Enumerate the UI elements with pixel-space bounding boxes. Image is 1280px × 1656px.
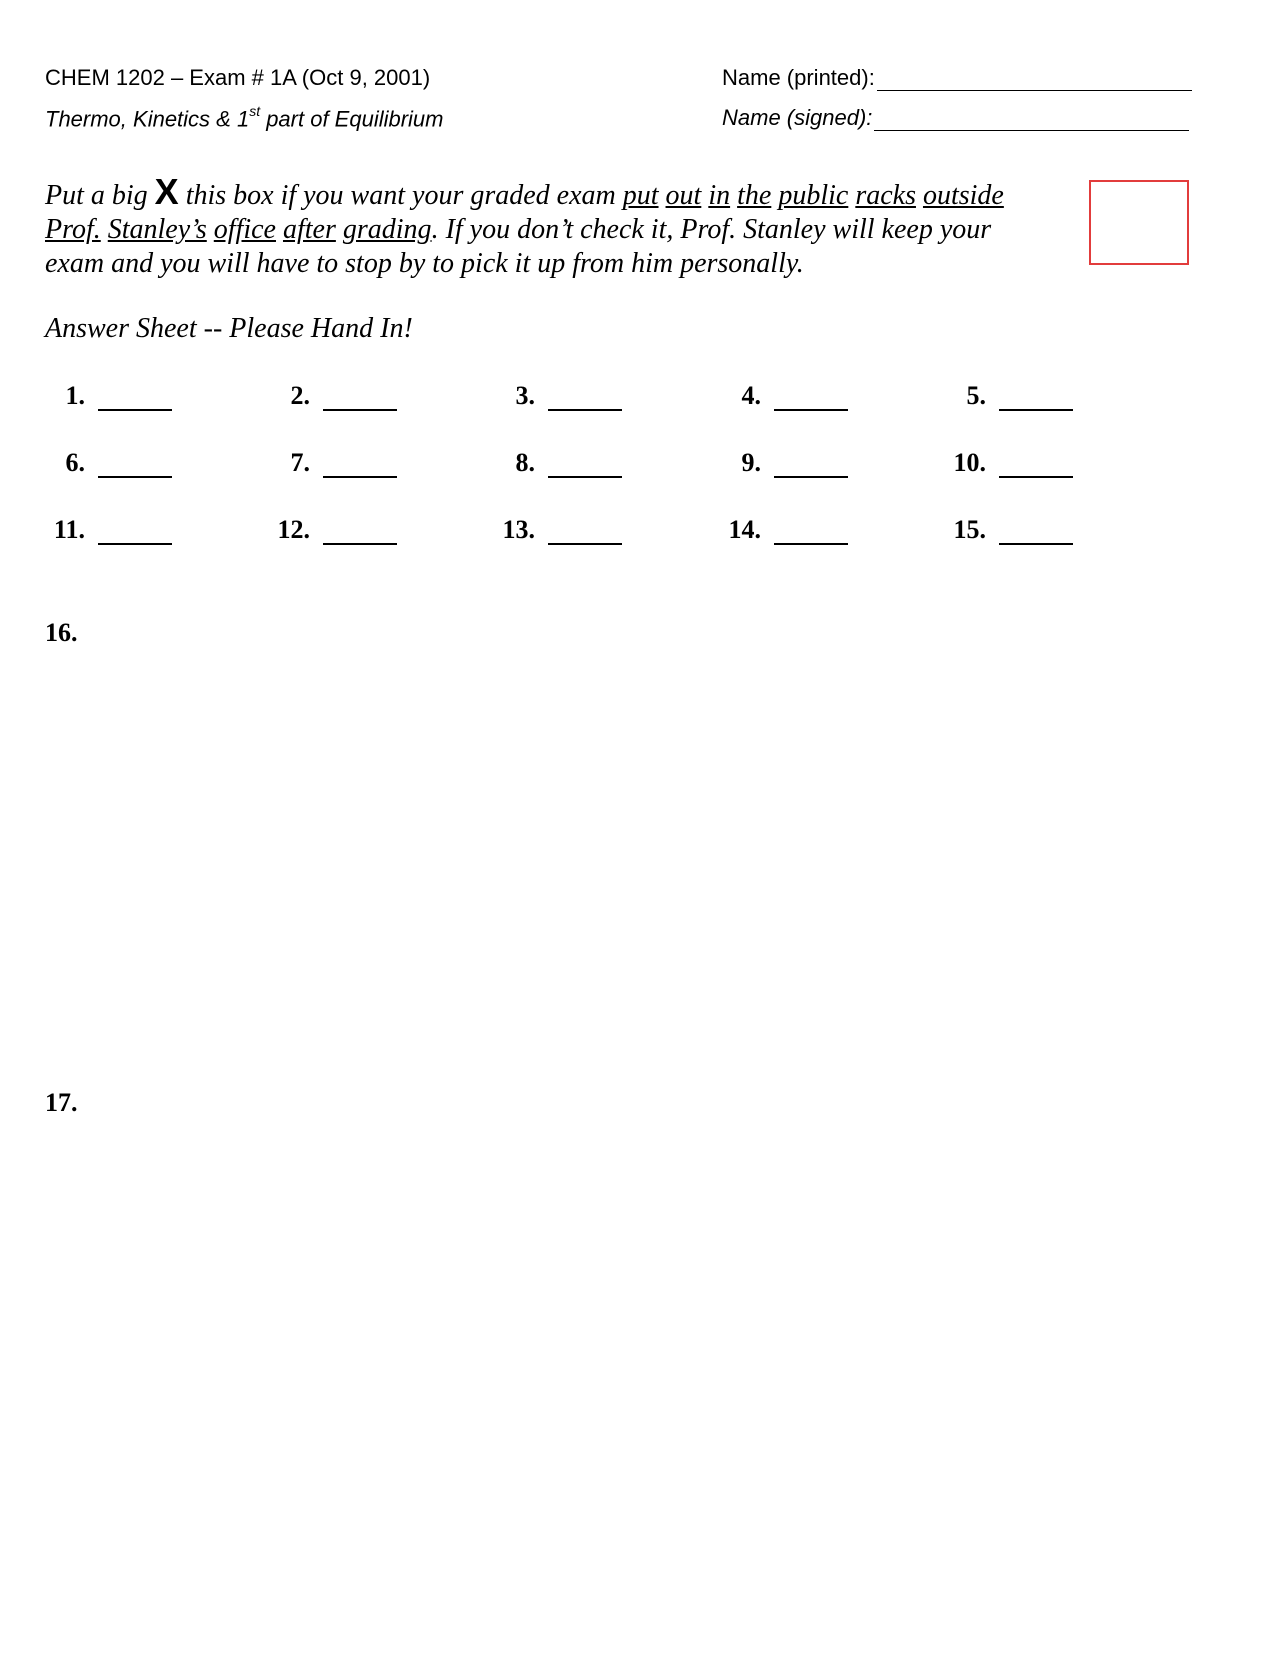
answer-blank[interactable] xyxy=(999,383,1073,411)
question-16-number: 16. xyxy=(45,618,78,647)
answer-item xyxy=(495,515,622,545)
answer-item xyxy=(45,381,172,411)
answer-blank[interactable] xyxy=(323,383,397,411)
answer-blank[interactable] xyxy=(548,517,622,545)
answer-item xyxy=(45,448,172,478)
answer-blank[interactable] xyxy=(774,517,848,545)
instructions-paragraph xyxy=(45,171,1055,281)
underlined-word: racks xyxy=(855,180,916,211)
answer-blank[interactable] xyxy=(323,450,397,478)
instr-text: . If you don’t check it, Prof. Stanley will keep your exam and you will have to stop by to pick it up from him personally. xyxy=(45,214,992,279)
name-printed-label: Name (printed): xyxy=(722,65,875,90)
name-signed-line[interactable] xyxy=(874,105,1189,131)
answer-blank[interactable] xyxy=(98,450,172,478)
underlined-word: outside xyxy=(922,180,1004,211)
answer-number: 13. xyxy=(502,515,535,544)
answer-number: 9. xyxy=(741,448,761,477)
course-title: CHEM 1202 – Exam # 1A (Oct 9, 2001) xyxy=(45,65,431,90)
name-printed-line[interactable] xyxy=(877,65,1192,91)
answer-item xyxy=(946,515,1073,545)
answer-item xyxy=(495,381,622,411)
answer-blank[interactable] xyxy=(999,450,1073,478)
answer-number: 1. xyxy=(65,381,85,410)
underlined-word: in xyxy=(708,180,731,211)
answer-blank[interactable] xyxy=(548,450,622,478)
underlined-word: the xyxy=(737,180,772,211)
answer-blank[interactable] xyxy=(323,517,397,545)
underlined-word: put xyxy=(622,180,659,211)
instr-text: this box if you want your graded exam xyxy=(178,180,623,211)
underlined-word: grading xyxy=(342,214,432,245)
question-17-number: 17. xyxy=(45,1088,78,1117)
underlined-word: public xyxy=(778,180,849,211)
answer-number: 11. xyxy=(53,515,85,544)
underlined-word: Prof. xyxy=(45,214,101,245)
answer-item xyxy=(495,448,622,478)
answer-number: 6. xyxy=(65,448,85,477)
answer-item xyxy=(270,381,397,411)
answer-item xyxy=(270,515,397,545)
answer-item xyxy=(946,381,1073,411)
big-x-glyph: X xyxy=(154,171,179,212)
answer-number: 3. xyxy=(515,381,535,410)
answer-blank[interactable] xyxy=(98,517,172,545)
answer-number: 7. xyxy=(290,448,310,477)
answer-blank[interactable] xyxy=(999,517,1073,545)
subtitle-text-rest: part of Equilibrium xyxy=(260,106,444,132)
underlined-word: after xyxy=(282,214,336,245)
public-racks-checkbox[interactable] xyxy=(1089,180,1189,265)
answer-sheet-title: Answer Sheet -- Please Hand In! xyxy=(45,313,413,344)
name-signed-field xyxy=(722,105,1189,131)
answer-number: 12. xyxy=(277,515,310,544)
exam-subtitle xyxy=(45,105,444,132)
answer-item xyxy=(721,515,848,545)
answer-number: 8. xyxy=(515,448,535,477)
name-signed-label: Name (signed): xyxy=(722,105,873,130)
underlined-word: Stanley’s xyxy=(107,214,207,245)
answer-item xyxy=(45,515,172,545)
answer-number: 4. xyxy=(741,381,761,410)
answer-number: 2. xyxy=(290,381,310,410)
underlined-word: office xyxy=(213,214,276,245)
answer-blank[interactable] xyxy=(774,383,848,411)
underlined-word: out xyxy=(665,180,702,211)
answer-blank[interactable] xyxy=(98,383,172,411)
instr-text: Put a big xyxy=(45,180,155,211)
answer-number: 14. xyxy=(728,515,761,544)
subtitle-superscript: st xyxy=(249,103,261,119)
answer-number: 5. xyxy=(966,381,986,410)
answer-blank[interactable] xyxy=(548,383,622,411)
answer-blank[interactable] xyxy=(774,450,848,478)
answer-item xyxy=(946,448,1073,478)
name-printed-field xyxy=(722,65,1192,91)
answer-number: 15. xyxy=(953,515,986,544)
answer-item xyxy=(721,448,848,478)
subtitle-text: Thermo, Kinetics & 1 xyxy=(45,106,250,132)
answer-number: 10. xyxy=(953,448,986,477)
answer-item xyxy=(270,448,397,478)
answer-item xyxy=(721,381,848,411)
